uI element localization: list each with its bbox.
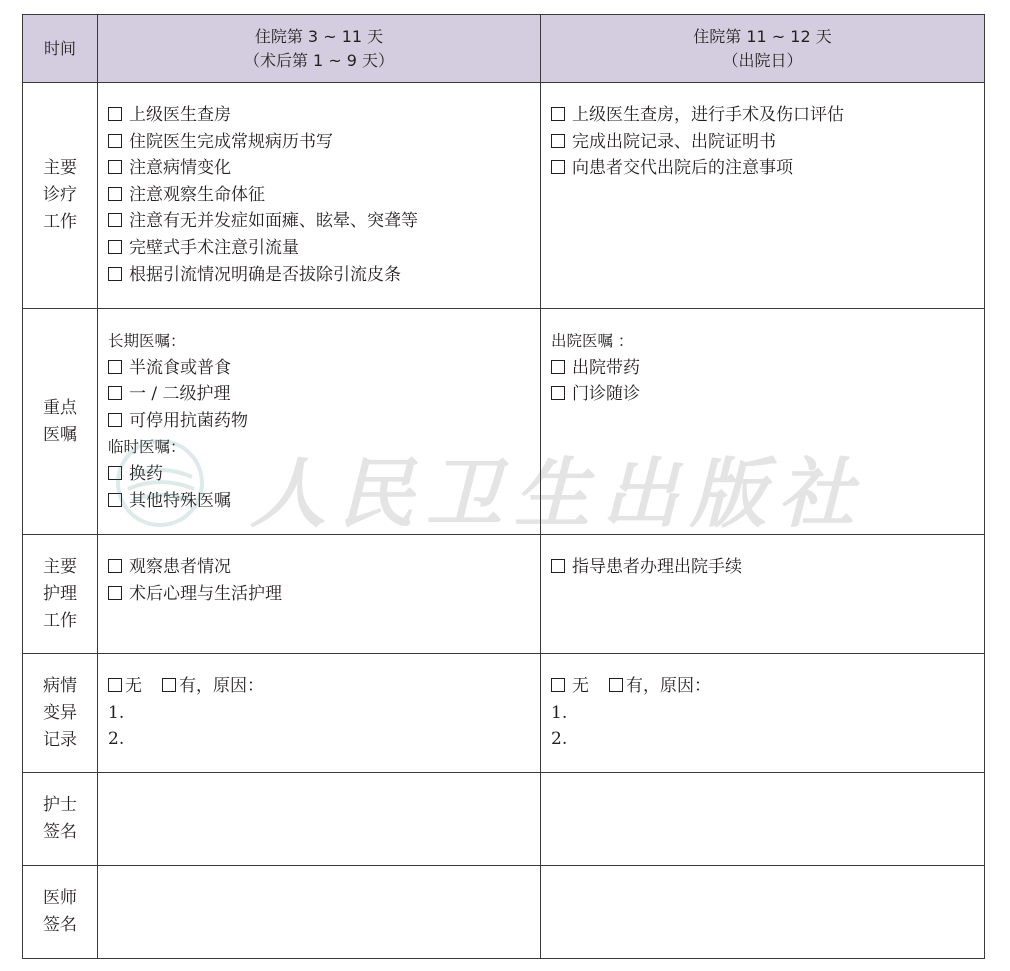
checkbox[interactable]	[551, 386, 565, 400]
checkbox[interactable]	[108, 559, 122, 573]
col2-header-discharge: （出院日）	[722, 50, 803, 70]
doctor-sign-label: 医师 签名	[23, 866, 98, 959]
checkbox[interactable]	[108, 586, 122, 600]
doctor-sign-col2[interactable]	[541, 866, 985, 959]
checkbox[interactable]	[108, 134, 122, 148]
checkbox[interactable]	[108, 466, 122, 480]
checklist-item: 一 / 二级护理	[108, 381, 530, 408]
header-row	[23, 15, 985, 83]
nursing-label: 主要 护理 工作	[23, 535, 98, 654]
nurse-sign-label: 护士 签名	[23, 773, 98, 866]
variation-item: 2.	[108, 729, 125, 750]
checkbox[interactable]	[108, 187, 122, 201]
checklist-item: 根据引流情况明确是否拔除引流皮条	[108, 262, 530, 289]
checklist-item: 观察患者情况	[108, 554, 530, 581]
checklist-item: 注意有无并发症如面瘫、眩晕、突聋等	[108, 208, 530, 235]
orders-col1	[98, 309, 541, 535]
col2-header	[541, 15, 985, 83]
variation-col1: 无 有，原因： 1. 2.	[98, 654, 541, 773]
checklist-item: 住院医生完成常规病历书写	[108, 129, 530, 156]
checkbox[interactable]	[551, 360, 565, 374]
orders-label: 重点 医嘱	[23, 309, 98, 535]
variation-label: 病情 变异 记录	[23, 654, 98, 773]
checkbox[interactable]	[551, 559, 565, 573]
discharge-orders-title: 出院医嘱 ：	[551, 332, 634, 350]
clinical-pathway-table	[22, 14, 985, 959]
nurse-sign-col2[interactable]	[541, 773, 985, 866]
checklist-item: 注意病情变化	[108, 155, 530, 182]
checklist-item: 指导患者办理出院手续	[551, 554, 974, 581]
checkbox[interactable]	[108, 213, 122, 227]
checklist-item: 其他特殊医嘱	[108, 488, 530, 515]
nursing-col1	[98, 535, 541, 654]
checkbox[interactable]	[108, 493, 122, 507]
orders-row	[23, 309, 985, 535]
checklist-item: 出院带药	[551, 355, 974, 382]
variation-has-checkbox[interactable]	[162, 678, 176, 692]
orders-col2	[541, 309, 985, 535]
checklist-item: 换药	[108, 461, 530, 488]
variation-item: 1.	[551, 702, 568, 723]
col1-header-days: 住院第 3 ~ 11 天	[254, 26, 384, 46]
checklist-item: 完壁式手术注意引流量	[108, 235, 530, 262]
col1-header-postop: （术后第 1 ~ 9 天）	[243, 50, 395, 70]
long-term-orders-title: 长期医嘱：	[108, 332, 186, 350]
col2-header-days: 住院第 11 ~ 12 天	[693, 26, 832, 46]
checklist-item: 门诊随诊	[551, 381, 974, 408]
checkbox[interactable]	[108, 107, 122, 121]
main-work-col1	[98, 83, 541, 309]
variation-item: 2.	[551, 729, 568, 750]
main-work-row	[23, 83, 985, 309]
variation-col2: 无 有，原因： 1. 2.	[541, 654, 985, 773]
checklist-item: 半流食或普食	[108, 355, 530, 382]
checklist-item: 上级医生查房	[108, 102, 530, 129]
doctor-sign-col1[interactable]	[98, 866, 541, 959]
checklist-item: 上级医生查房，进行手术及伤口评估	[551, 102, 974, 129]
checkbox[interactable]	[551, 160, 565, 174]
nursing-row	[23, 535, 985, 654]
variation-has-checkbox[interactable]	[609, 678, 623, 692]
main-work-col2	[541, 83, 985, 309]
nurse-sign-col1[interactable]	[98, 773, 541, 866]
checklist-item: 可停用抗菌药物	[108, 408, 530, 435]
checklist-item: 向患者交代出院后的注意事项	[551, 155, 974, 182]
watermark-text: 人民卫生出版社	[250, 449, 866, 538]
variation-row	[23, 654, 985, 773]
variation-none-checkbox[interactable]	[108, 678, 122, 692]
checklist-item: 术后心理与生活护理	[108, 581, 530, 608]
variation-item: 1.	[108, 702, 125, 723]
checkbox[interactable]	[108, 413, 122, 427]
checkbox[interactable]	[108, 240, 122, 254]
time-header: 时间	[23, 15, 98, 83]
checklist-item: 完成出院记录、出院证明书	[551, 129, 974, 156]
doctor-sign-row	[23, 866, 985, 959]
checkbox[interactable]	[551, 134, 565, 148]
checkbox[interactable]	[108, 160, 122, 174]
checklist-item: 注意观察生命体征	[108, 182, 530, 209]
checkbox[interactable]	[108, 360, 122, 374]
col1-header	[98, 15, 541, 83]
checkbox[interactable]	[108, 386, 122, 400]
checkbox[interactable]	[108, 267, 122, 281]
main-work-label: 主要 诊疗 工作	[23, 83, 98, 309]
variation-none-checkbox[interactable]	[551, 678, 565, 692]
temporary-orders-title: 临时医嘱：	[108, 438, 186, 457]
checkbox[interactable]	[551, 107, 565, 121]
nurse-sign-row	[23, 773, 985, 866]
nursing-col2	[541, 535, 985, 654]
